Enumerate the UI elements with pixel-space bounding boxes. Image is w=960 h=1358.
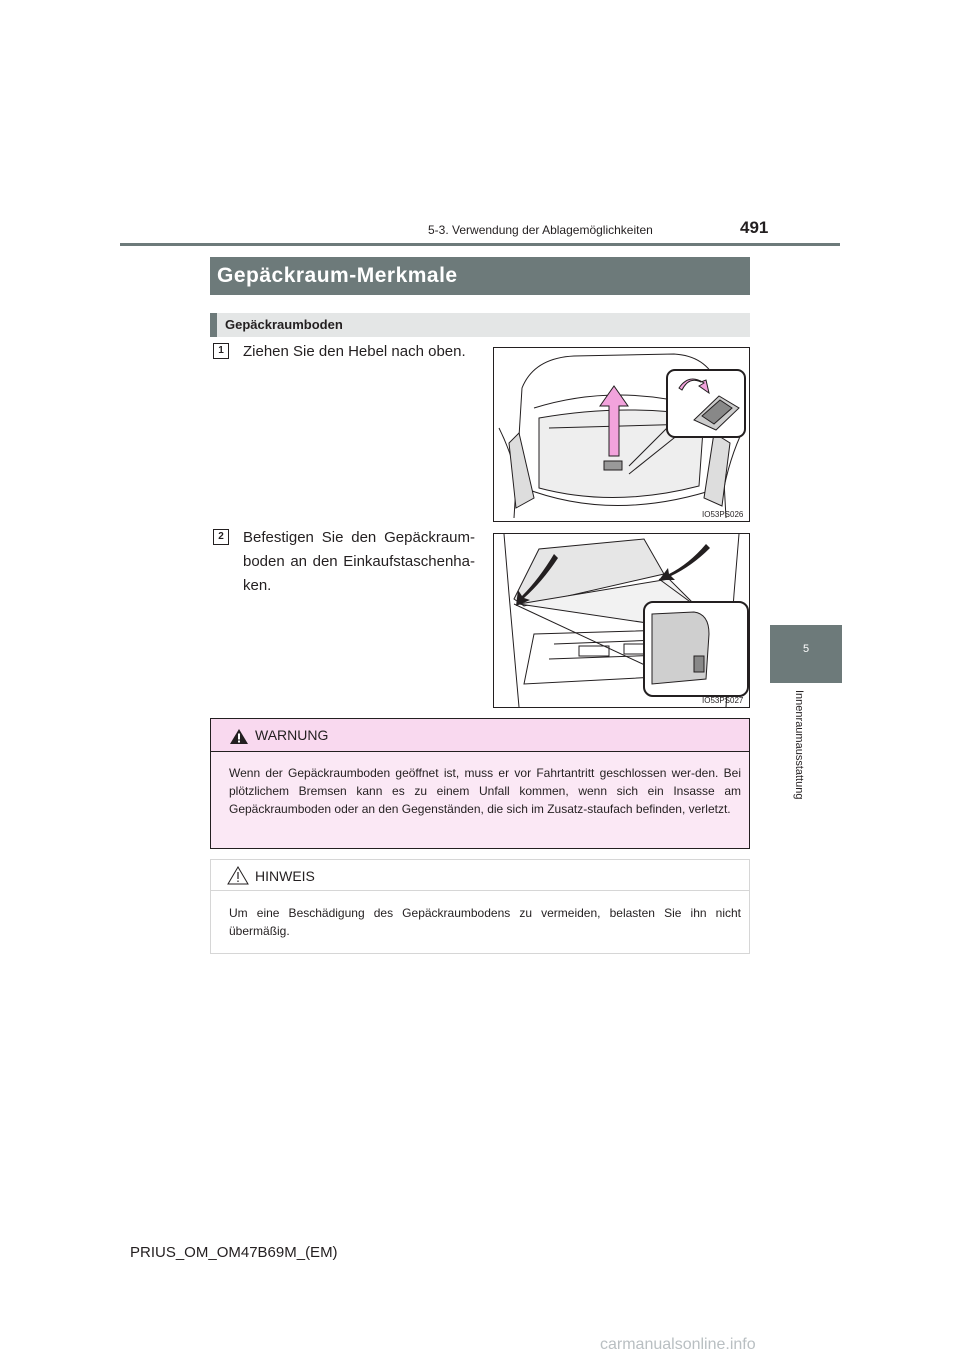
watermark: carmanualsonline.info	[600, 1336, 756, 1353]
warning-body	[211, 752, 749, 848]
header-rule	[120, 243, 840, 246]
figure-code: IO53PS026	[702, 510, 744, 519]
chapter-title: Innenraumausstattung	[793, 690, 805, 800]
note-text: Um eine Beschädigung des Gepäckraumbodens zu vermeiden, belasten Sie ihn nicht übermäßig.	[229, 906, 741, 938]
note-title: HINWEIS	[255, 868, 315, 884]
main-heading: Gepäckraum-Merkmale	[210, 257, 750, 295]
figure-trunk-lever	[493, 347, 750, 522]
step-text: Befestigen Sie den Gepäckraum-boden an den Einkaufstaschenha-ken.	[243, 529, 475, 594]
note-header	[211, 860, 749, 891]
figure-code: IO53PS027	[702, 696, 744, 705]
right-pointer-arrow-icon	[659, 544, 710, 580]
sub-heading: Gepäckraumboden	[210, 313, 750, 337]
caution-outline-triangle-icon	[227, 866, 249, 885]
warning-box	[210, 718, 750, 849]
footer-doc-id: PRIUS_OM_OM47B69M_(EM)	[130, 1244, 338, 1261]
warning-title: WARNUNG	[255, 727, 329, 743]
step-number: 1	[213, 343, 229, 359]
warning-header	[211, 719, 749, 752]
figure-shopping-hook	[493, 533, 750, 708]
warning-triangle-icon	[229, 728, 249, 745]
section-reference: 5-3. Verwendung der Ablagemöglichkeiten	[428, 223, 653, 237]
page-number: 491	[740, 218, 769, 237]
shopping-hook-illustration	[494, 534, 749, 707]
step-number: 2	[213, 529, 229, 545]
chapter-tab	[770, 625, 842, 683]
note-box	[210, 859, 750, 954]
chapter-number: 5	[802, 643, 810, 655]
trunk-lever-illustration	[494, 348, 749, 521]
step-text: Ziehen Sie den Hebel nach oben.	[243, 343, 466, 360]
warning-text: Wenn der Gepäckraumboden geöffnet ist, muss er vor Fahrtantritt geschlossen wer-den. Bei plötzlichem Bremsen kann es zu einem Unfall kommen, wenn sich ein Insasse am Gepäckraumboden oder an den Gegenständen, die sich im Zusatz-staufach befinden, verletzt.	[229, 766, 741, 816]
